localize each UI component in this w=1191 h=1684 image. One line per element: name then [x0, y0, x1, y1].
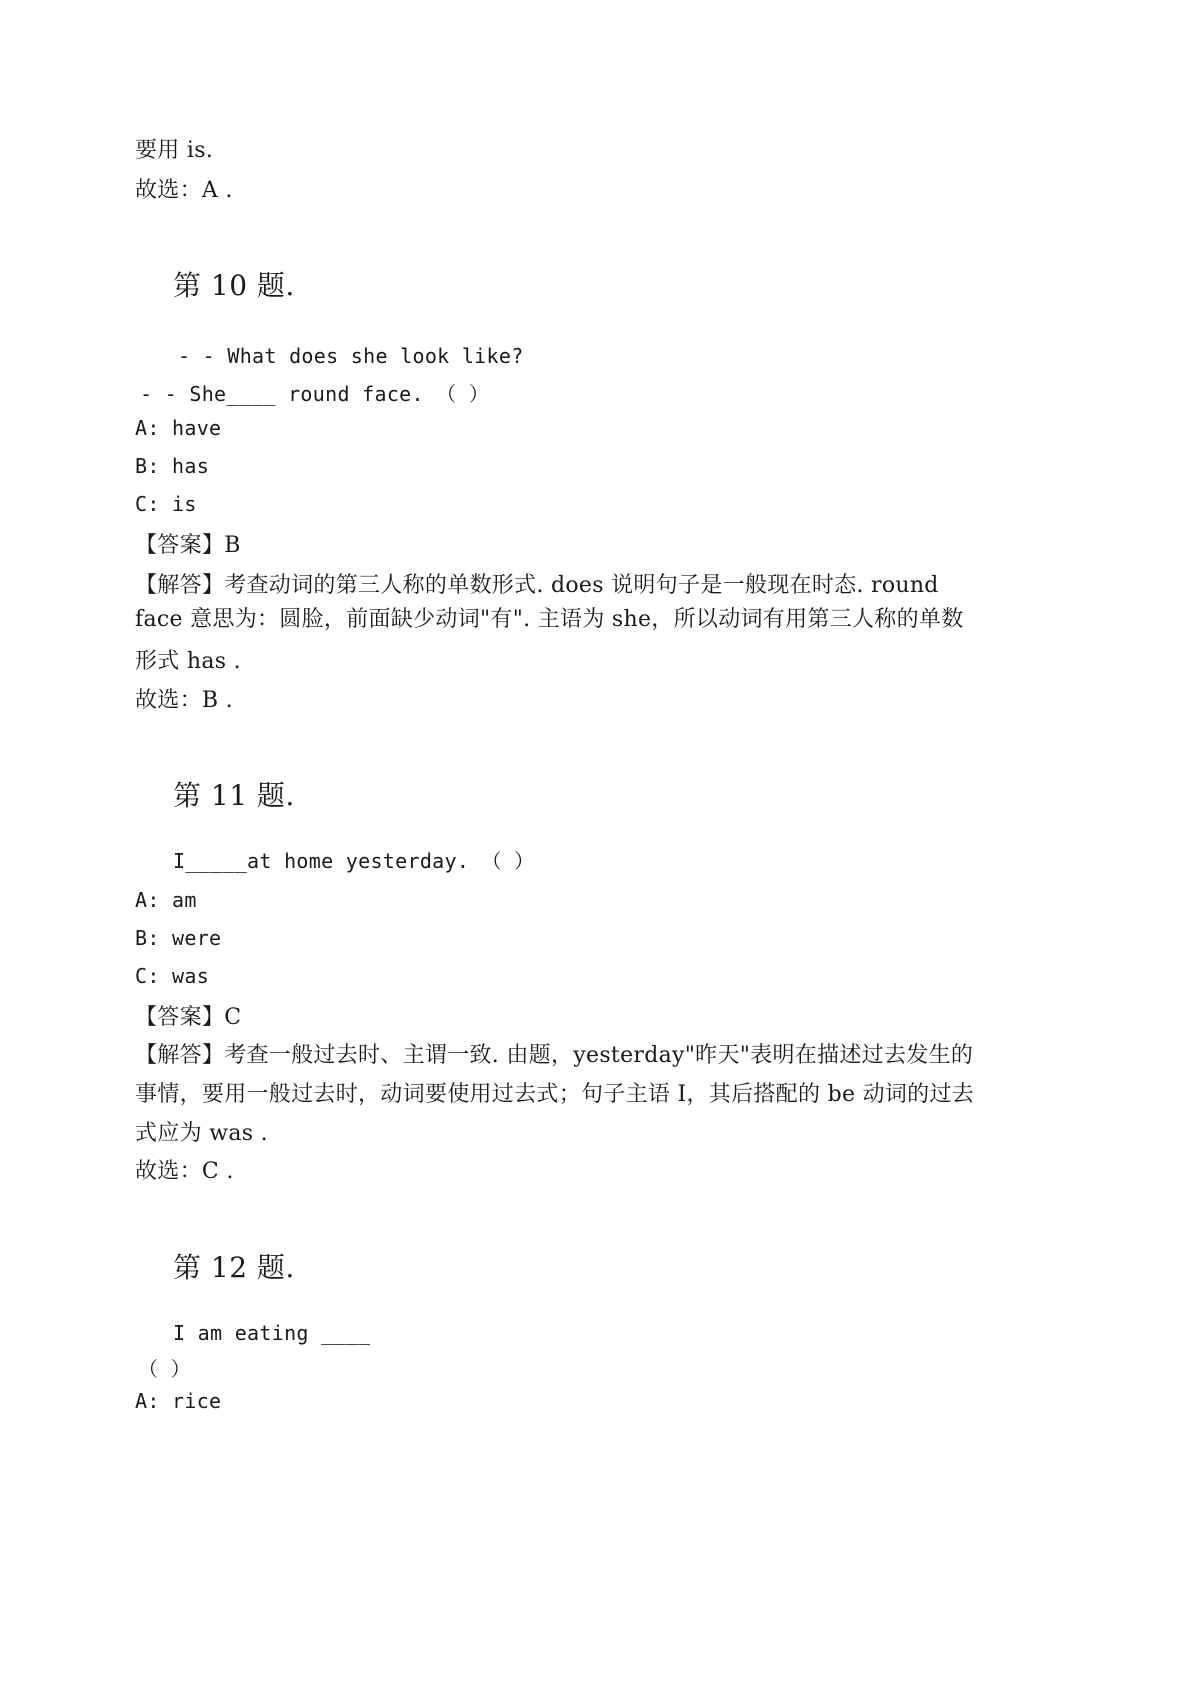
conclusion: 故选：C .: [135, 1159, 234, 1184]
explanation-line: 事情，要用一般过去时，动词要使用过去式；句子主语 I，其后搭配的 be 动词的过去: [135, 1082, 975, 1107]
answer-label: 【答案】C: [135, 1005, 242, 1030]
question-stem: - - What does she look like?: [178, 344, 524, 368]
question-heading: 第 12 题.: [173, 1251, 295, 1284]
explanation-line: face 意思为：圆脸，前面缺少动词"有". 主语为 she，所以动词有用第三人称的单数: [135, 607, 964, 632]
question-heading: 第 11 题.: [173, 779, 295, 812]
question-stem: I am eating ____: [173, 1321, 371, 1345]
option-b: B: were: [135, 926, 222, 950]
explanation-line: 【解答】考查动词的第三人称的单数形式. does 说明句子是一般现在时态. round: [135, 573, 939, 598]
option-c: C: was: [135, 964, 210, 988]
option-b: B: has: [135, 454, 210, 478]
option-a: A: am: [135, 888, 197, 912]
question-stem: - - She____ round face. （ ）: [140, 382, 490, 406]
explanation-line: 【解答】考查一般过去时、主谓一致. 由题，yesterday"昨天"表明在描述过去发生的: [135, 1043, 974, 1068]
answer-label: 【答案】B: [135, 533, 241, 558]
question-stem: （ ）: [138, 1357, 191, 1381]
option-a: A: rice: [135, 1389, 222, 1413]
option-a: A: have: [135, 416, 222, 440]
conclusion: 故选：B .: [135, 688, 233, 713]
option-c: C: is: [135, 492, 197, 516]
explanation-line: 形式 has .: [135, 649, 241, 674]
question-stem: I_____at home yesterday. （ ）: [173, 849, 535, 873]
conclusion: 故选：A .: [135, 178, 233, 203]
question-heading: 第 10 题.: [173, 269, 295, 302]
explanation-line: 式应为 was .: [135, 1121, 268, 1146]
explanation-tail: 要用 is.: [135, 138, 214, 163]
